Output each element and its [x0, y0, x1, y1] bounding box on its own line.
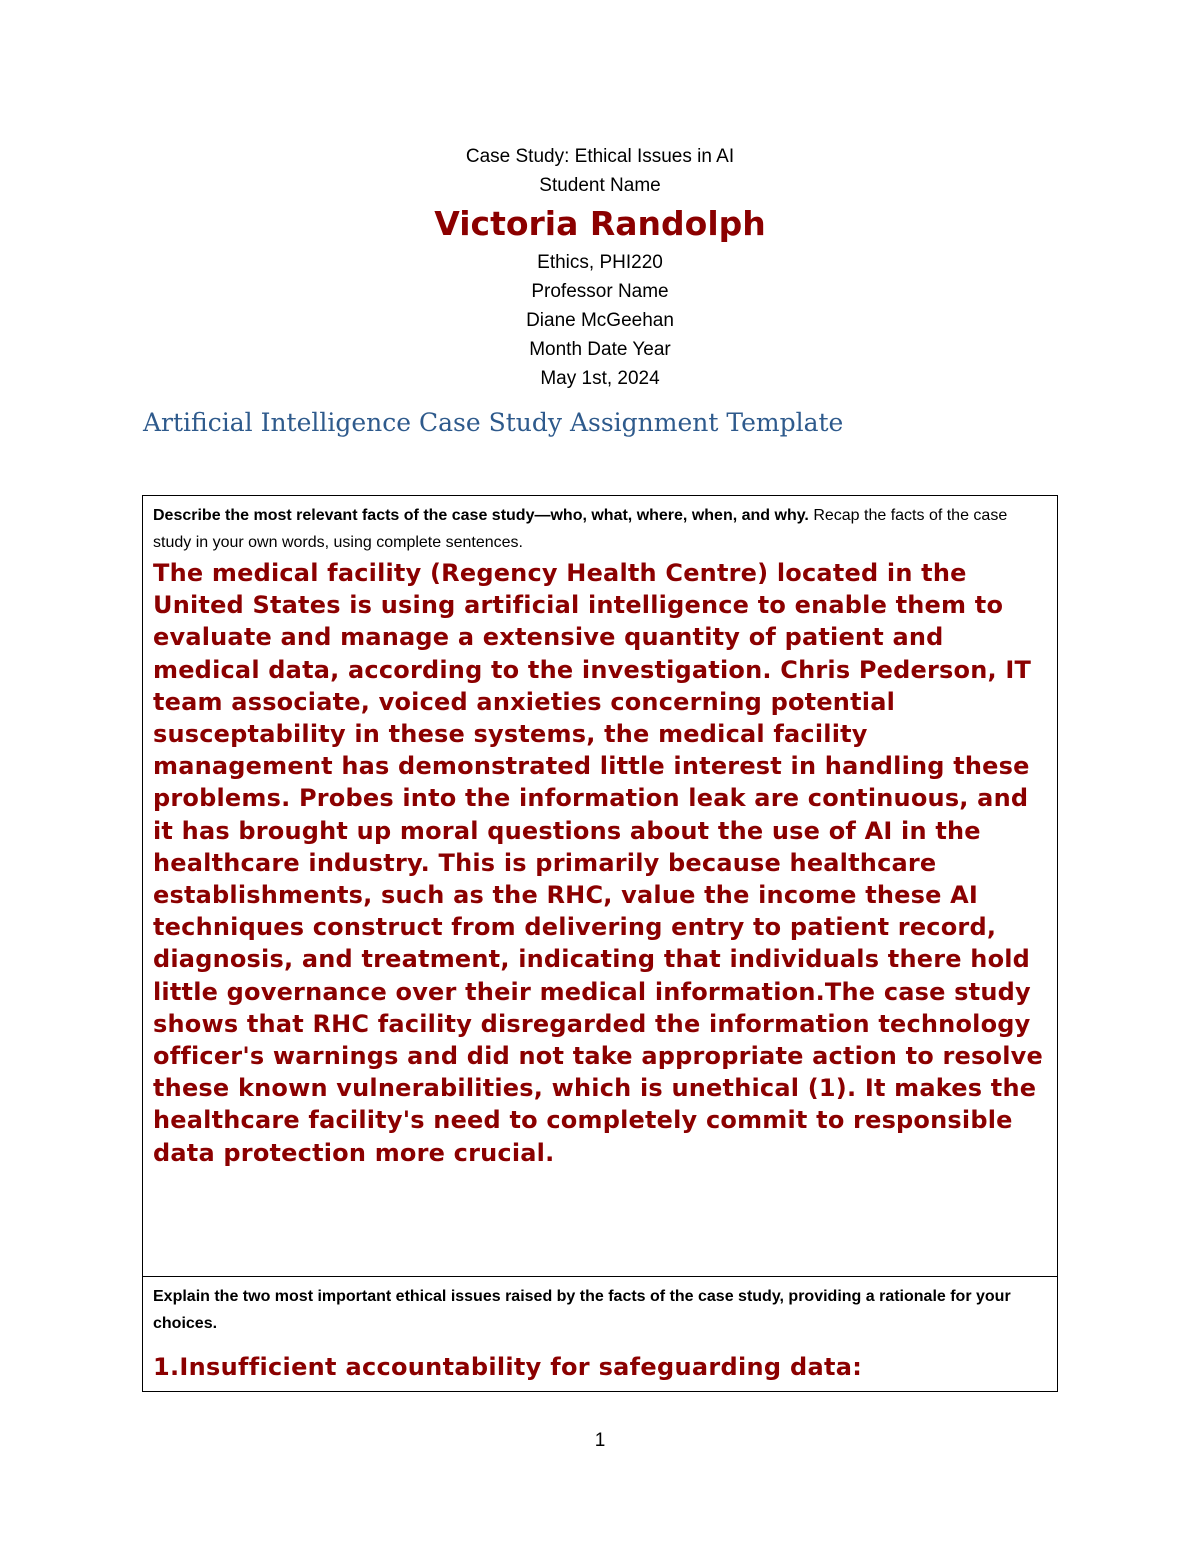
- date-value: May 1st, 2024: [540, 368, 660, 389]
- facts-prompt-rest: Recap the facts of the case study in your own words, using complete sentences.: [153, 507, 1008, 551]
- title-block: [0, 142, 1200, 393]
- date-label: Month Date Year: [529, 339, 671, 360]
- title-line: Case Study: Ethical Issues in AI: [465, 146, 735, 167]
- issues-prompt: [153, 1283, 1047, 1337]
- professor-name: Diane McGeehan: [526, 310, 674, 331]
- facts-answer: The medical facility (Regency Health Centre) located in the United States is using artificial intelligence to enable them to evaluate and manage a extensive quantity of patient and medical data, according to the investigation. Chris Pederson, IT team associate, voiced anxieties concerning potential susceptability in these systems, the medical facility management has demonstrated little interest in handling these problems. Probes into the information leak are continuous, and it has brought up moral questions about the use of AI in the healthcare industry. This is primarily because healthcare establishments, such as the RHC, value the income these AI techniques construct from delivering entry to patient record, diagnosis, and treatment, indicating that individuals there hold little governance over their medical information.The case study shows that RHC facility disregarded the information technology officer's warnings and did not take appropriate action to resolve these known vulnerabilities, which is unethical (1). It makes the healthcare facility's need to completely commit to responsible data protection more crucial.: [153, 559, 1043, 1167]
- issues-answer: 1.Insufficient accountability for safeguarding data:: [153, 1353, 863, 1381]
- student-label: Student Name: [539, 175, 661, 196]
- facts-prompt: [153, 502, 1047, 556]
- issues-prompt-bold: Explain the two most important ethical issues raised by the facts of the case study, providing a rationale for your choices.: [153, 1288, 1011, 1332]
- page-number: 1: [594, 1430, 606, 1451]
- assignment-table: [142, 495, 1058, 1392]
- table-row-ethical-issues[interactable]: [143, 1277, 1057, 1391]
- table-row-facts[interactable]: [143, 496, 1057, 1277]
- professor-label: Professor Name: [531, 281, 669, 302]
- course-line: Ethics, PHI220: [537, 252, 663, 273]
- student-name: Victoria Randolph: [434, 204, 766, 243]
- document-heading: Artificial Intelligence Case Study Assignment Template: [143, 408, 844, 437]
- facts-prompt-bold: Describe the most relevant facts of the case study—who, what, where, when, and why.: [153, 507, 809, 524]
